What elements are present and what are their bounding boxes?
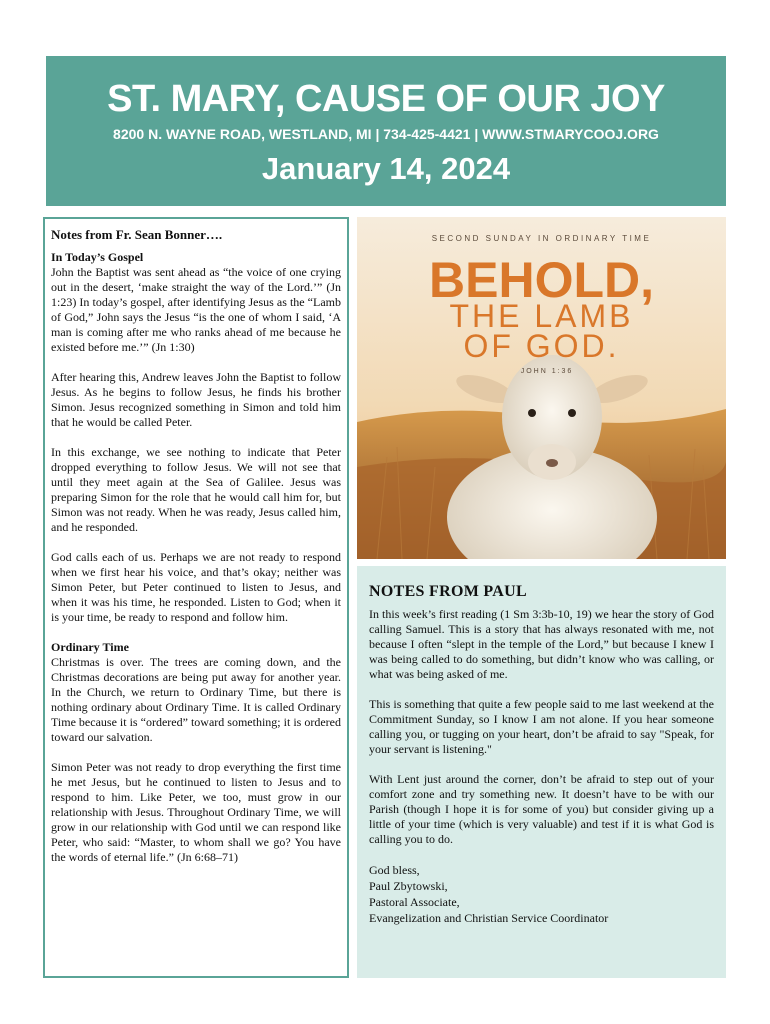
- notes-paragraph: Simon Peter was not ready to drop everything the first time he met Jesus, but he continued to listen to Jesus and to respond to him. Like Peter, we too, must grow in our relationship with Jesus. Throughout Ordinary Time, we will grow in our relationship with God until we can respond like Peter, who said: “Master, to whom shall we go? You have the words of eternal life.” (Jn 6:68–71): [51, 760, 341, 864]
- parish-name: ST. MARY, CAUSE OF OUR JOY: [107, 78, 665, 120]
- paul-paragraph: This is something that quite a few people said to me last weekend at the Commitment Sunday, so I know I am not alone. If you hear someone calling you, or tugging on your heart, don’t be afraid to say "Speak, for your servant is listening.": [369, 697, 714, 756]
- pastor-notes-column: [43, 217, 349, 978]
- paul-notes-heading: NOTES FROM PAUL: [369, 583, 527, 600]
- pastor-notes-heading: Notes from Fr. Sean Bonner….: [51, 227, 223, 242]
- poster-the-lamb: THE LAMB: [449, 298, 634, 334]
- ordinary-time-section-title: Ordinary Time: [51, 640, 129, 654]
- signer-role-2: Evangelization and Christian Service Coordinator: [369, 911, 609, 925]
- notes-paragraph: John the Baptist was sent ahead as “the voice of one crying out in the desert, ‘make straight the way of the Lord.’” (Jn 1:23) In today’s gospel, after identifying Jesus as the “Lamb of God,” John says the Jesus “is the one of whom I said, ‘A man is coming after me who ranks ahead of me because he existed before me.’” (Jn 1:30): [51, 265, 341, 354]
- bulletin-date: January 14, 2024: [261, 151, 511, 186]
- poster-of-god: OF GOD.: [463, 328, 620, 364]
- closing-line: God bless,: [369, 863, 420, 877]
- parish-address: 8200 N. WAYNE ROAD, WESTLAND, MI | 734-425-4421 | WWW.STMARYCOOJ.ORG: [113, 126, 659, 142]
- masthead: [46, 56, 726, 206]
- paul-paragraph: In this week’s first reading (1 Sm 3:3b-10, 19) we hear the story of God calling Samuel. This is a story that has always resonated with me, not because I often “slept in the temple of the Lord,” but because I knew I was being called to do something, but didn’t know who was calling, or what was being asked of me.: [369, 607, 714, 681]
- lamb-poster-image: [357, 217, 726, 559]
- notes-paragraph: Christmas is over. The trees are coming down, and the Christmas decorations are being put away for another year. In the Church, we return to Ordinary Time, but there is nothing ordinary about Ordinary Time. It is called Ordinary Time because it is “ordered” toward something; it is ordered toward our salvation.: [51, 655, 341, 744]
- gospel-section-title: In Today’s Gospel: [51, 250, 144, 264]
- notes-paragraph: God calls each of us. Perhaps we are not ready to respond when we first hear his voice, and that’s okay; neither was Simon Peter, but Peter continued to listen to Jesus, and when it was his time, he responded. Listen to God; when it is your time, be ready to respond and follow him.: [51, 550, 341, 624]
- notes-paragraph: In this exchange, we see nothing to indicate that Peter dropped everything to follow Jesus. We will not see that until they meet again at the Sea of Galilee. Jesus was preparing Simon for the role that he would call him for, but Simon was not ready. When he was ready, Jesus called him, and he responded.: [51, 445, 341, 534]
- paul-paragraph: With Lent just around the corner, don’t be afraid to step out of your comfort zone and try something new. It doesn’t have to be with our Parish (though I hope it is for some of you) but consider giving up a little of your time (which is very valuable) and test if it is what God is calling you to do.: [369, 772, 714, 846]
- poster-reference: JOHN 1:36: [520, 368, 574, 375]
- poster-kicker: SECOND SUNDAY IN ORDINARY TIME: [431, 234, 652, 243]
- signature-block: [369, 862, 714, 926]
- signer-role: Pastoral Associate,: [369, 895, 460, 909]
- notes-paragraph: After hearing this, Andrew leaves John the Baptist to follow Jesus. As he begins to follow Jesus, he finds his brother Simon. Jesus recognized something in Simon and told him that he would be called Peter.: [51, 370, 341, 429]
- signer-name: Paul Zbytowski,: [369, 879, 448, 893]
- poster-behold: BEHOLD,: [429, 252, 654, 308]
- paul-notes-box: [357, 566, 726, 978]
